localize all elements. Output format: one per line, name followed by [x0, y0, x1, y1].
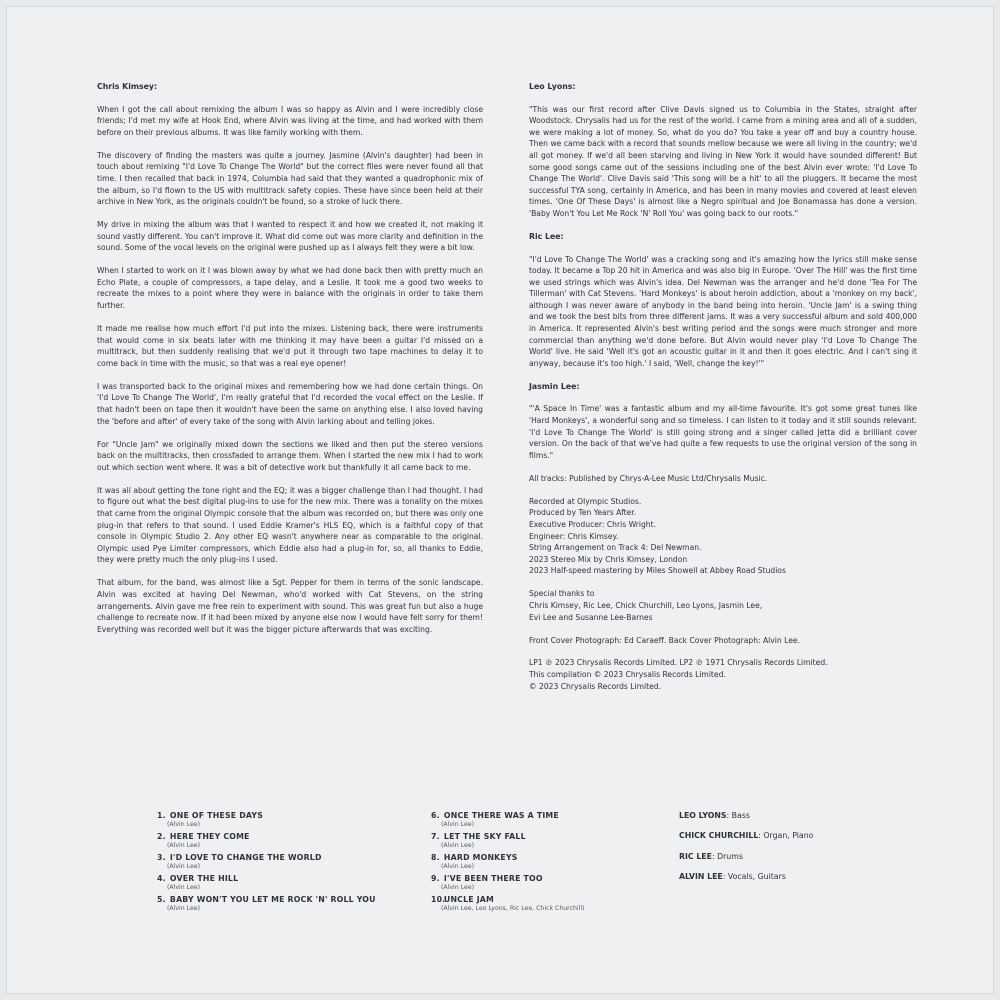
member-role: : Organ, Piano [758, 831, 814, 841]
tracklist-side-b [431, 811, 651, 916]
personnel-item [679, 852, 899, 862]
track-item [431, 832, 651, 850]
track-title: OVER THE HILL [169, 874, 239, 883]
track-item [431, 811, 651, 829]
jasmin-lee-heading: Jasmin Lee: [529, 381, 580, 391]
band-personnel [679, 811, 899, 893]
track-title: UNCLE JAM [443, 895, 495, 904]
track-title: HERE THEY COME [169, 832, 250, 841]
special-thanks [529, 588, 917, 623]
copyright-notice [529, 657, 917, 692]
notes-paragraph: My drive in mixing the album was that I wanted to respect it and how we created it, not making it sound vastly different. You can't improve it. What did come out was more clarity and definition in the sound. Some of the vocal levels on the original were pushed up as I always felt they were a bit low. [97, 220, 483, 253]
track-title: LET THE SKY FALL [443, 832, 526, 841]
band-notes-and-credits [529, 81, 917, 704]
track-writer: (Alvin Lee) [167, 863, 201, 870]
track-writer: (Alvin Lee) [167, 842, 201, 849]
personnel-item [679, 831, 899, 841]
member-name: RIC LEE [679, 851, 712, 861]
track-number: 2. [157, 832, 166, 841]
ric-lee-quote: "I'd Love To Change The World' was a cracking song and it's amazing how the lyrics still make sense today. It became a Top 20 hit in America and was also big in Europe. 'Over The Hill' was the first time we used strings which was Alvin's idea. Del Newman was the arranger and he'd done 'Tea For The Tillerman' with Cat Stevens. 'Hard Monkeys' is about heroin addiction, about a 'monkey on my back', although I was never aware of anybody in the band being into heroin. 'Uncle Jam' is a swing thing and we took the best bits from three different jams. It was a very successful album and sold 400,000 in America. It represented Alvin's best writing period and the songs were much stronger and more commercial than anything we'd done before. But Alvin would never play 'I'd Love To Change The World' live. He said 'Well it's got an acoustic guitar in it and then it goes electric. And I can't sing it anyway, because it's too high.' I said, 'Well, change the key!'" [529, 254, 917, 368]
photo-credits: Front Cover Photograph: Ed Caraeff. Back Cover Photograph: Alvin Lee. [529, 635, 800, 645]
track-item [431, 874, 651, 892]
chris-kimsey-notes [97, 81, 483, 647]
track-title: ONE OF THESE DAYS [169, 811, 264, 820]
chris-kimsey-heading: Chris Kimsey: [97, 82, 158, 91]
thanks-line: Chris Kimsey, Ric Lee, Chick Churchill, Leo Lyons, Jasmin Lee, [529, 600, 763, 610]
publishing-credit: All tracks: Published by Chrys-A-Lee Music Ltd/Chrysalis Music. [529, 473, 768, 483]
credit-line: Engineer: Chris Kimsey. [529, 531, 619, 541]
thanks-line: Evi Lee and Susanne Lee-Barnes [529, 612, 653, 622]
track-number: 6. [431, 811, 440, 820]
track-writer: (Alvin Lee) [167, 821, 201, 828]
record-insert-sheet [6, 6, 994, 994]
track-number: 1. [157, 811, 166, 820]
recording-credits [529, 496, 917, 577]
personnel-item [679, 872, 899, 882]
notes-paragraph: It was all about getting the tone right and the EQ; it was a bigger challenge than I had thought. I had to figure out what the best digital plug-ins to use for the new mix. There was a tonality on the mixes that came from the original Olympic console that the album was recorded on, but there was only one plug-in that refers to that sound. I used Eddie Kramer's HLS EQ, which is a faithful copy of that console in Olympic Studio 2. Any other EQ wasn't anywhere near as comparable to the original. Olympic used Pye Limiter compressors, which Eddie also had a plug-in for, so, all thanks to Eddie, they were pretty much the only plug-ins I used. [97, 485, 483, 565]
member-role: : Vocals, Guitars [722, 872, 786, 882]
credit-line: 2023 Half-speed mastering by Miles Showell at Abbey Road Studios [529, 566, 786, 576]
copyright-line: © 2023 Chrysalis Records Limited. [529, 681, 662, 691]
member-name: LEO LYONS [679, 811, 727, 820]
track-title: ONCE THERE WAS A TIME [443, 811, 559, 820]
notes-paragraph: The discovery of finding the masters was quite a journey. Jasmine (Alvin's daughter) had been in touch about remixing "I'd Love To Change The World" but the correct files were never found all that time. I then recalled that back in 1974, Columbia had said that they wanted a quadrophonic mix of the album, so I'd flown to the US with multitrack safety copies. These have since been held at their archive in New York, as the originals couldn't be found, so a stroke of luck there. [97, 150, 483, 207]
track-item [431, 853, 651, 871]
notes-paragraph: I was transported back to the original mixes and remembering how we had done certain things. On 'I'd Love To Change The World', I'm really grateful that I'd recorded the vocal effect on the Leslie. If that hadn't been on tape then it wouldn't have been the same on anything else. I also loved having the 'before and after' of every take of the song with Alvin larking about and telling jokes. [97, 381, 483, 426]
copyright-line: LP1 ℗ 2023 Chrysalis Records Limited. LP2 ℗ 1971 Chrysalis Records Limited. [529, 658, 828, 668]
member-role: : Drums [711, 851, 743, 861]
track-item [157, 811, 417, 829]
track-number: 4. [157, 874, 166, 883]
notes-paragraph: When I got the call about remixing the album I was so happy as Alvin and I were incredibly close friends; I'd met my wife at Hook End, where Alvin was living at the time, and had worked with them before on their previous albums. It was like family working with them. [97, 104, 483, 137]
track-writer: (Alvin Lee, Leo Lyons, Ric Lee, Chick Churchill) [441, 905, 585, 912]
thanks-line: Special thanks to [529, 589, 595, 599]
member-name: ALVIN LEE [679, 872, 723, 882]
track-item [157, 895, 417, 913]
track-writer: (Alvin Lee) [441, 884, 475, 891]
notes-paragraph: It made me realise how much effort I'd put into the mixes. Listening back, there were instruments that would come in six beats later with me thinking it may have been a guitar I'd missed on a multitrack, but then suddenly realising that we'd put it through two tape machines to delay it to come back in time with the music, so that was a real eye opener! [97, 324, 483, 368]
notes-paragraph: That album, for the band, was almost like a Sgt. Pepper for them in terms of the sonic landscape. Alvin was excited at having Del Newman, who'd worked with Cat Stevens, on the string arrangements. Alvin gave me free rein to experiment with sound. This was great fun but also a huge challenge to recreate now. If it had been mixed by anyone else now I would have felt sorry for them! Everything was recorded well but it was the bigger picture afterwards that was exciting. [97, 578, 483, 634]
leo-lyons-quote: "This was our first record after Clive Davis signed us to Columbia in the States, straight after Woodstock. Chrysalis had us for the rest of the world. I came from a mining area and all of a sudden, we were making a lot of money. So, what do you do? You take a year off and buy a country house. Then we came back with a record that sounds mellow because we were all living in the country; we'd all got money. If we'd all been starving and living in New York it would have sounded different! But some good songs came out of the sessions including one of the best Alvin ever wrote: 'I'd Love To Change The World'. Clive Davis said 'This song will be a hit' to all the pluggers. It became the most successful TYA song, certainly in America, and has been in many movies and covered at least eleven times. 'One Of These Days' is almost like a Negro spiritual and Joe Bonamassa has done a version. 'Baby Won't You Let Me Rock 'N' Roll You' was going back to our roots." [529, 104, 917, 218]
member-name: CHICK CHURCHILL [679, 831, 759, 841]
track-number: 9. [431, 874, 440, 883]
track-number: 8. [431, 853, 440, 862]
track-writer: (Alvin Lee) [441, 863, 475, 870]
credit-line: Produced by Ten Years After. [529, 508, 637, 518]
track-title: BABY WON'T YOU LET ME ROCK 'N' ROLL YOU [169, 895, 376, 904]
notes-paragraph: For "Uncle Jam" we originally mixed down the sections we liked and then put the stereo versions back on the multitracks, then crossfaded to arrange them. When I started the new mix I had to work out which section went where. It was a bit of detective work but thankfully it all came back to me. [97, 439, 483, 472]
personnel-item [679, 811, 899, 821]
track-number: 7. [431, 832, 440, 841]
tracklist-side-a [157, 811, 417, 916]
credit-line: Recorded at Olympic Studios. [529, 496, 642, 506]
leo-lyons-heading: Leo Lyons: [529, 82, 576, 91]
credit-line: String Arrangement on Track 4: Del Newman. [529, 543, 702, 553]
track-title: I'VE BEEN THERE TOO [443, 874, 543, 883]
track-writer: (Alvin Lee) [167, 884, 201, 891]
credit-line: Executive Producer: Chris Wright. [529, 519, 657, 529]
track-writer: (Alvin Lee) [441, 842, 475, 849]
jasmin-lee-quote: "'A Space In Time' was a fantastic album and my all-time favourite. It's got some great tunes like 'Hard Monkeys', a wonderful song and so timeless. I can listen to it today and it still sounds relevant. 'I'd Love To Change The World' is still going strong and a singer called Jetta did a brilliant cover version. On the back of that we've had quite a few requests to use the original version of the song in films." [529, 404, 917, 460]
notes-paragraph: When I started to work on it I was blown away by what we had done back then with pretty much an Echo Plate, a couple of compressors, a tape delay, and a Leslie. It took me a good two weeks to recreate the mixes to a point where they were in balance with the originals in order to take them further. [97, 266, 483, 311]
track-item [157, 853, 417, 871]
track-number: 3. [157, 853, 166, 862]
track-title: I'D LOVE TO CHANGE THE WORLD [169, 853, 322, 862]
track-number: 10. [431, 895, 446, 904]
track-writer: (Alvin Lee) [441, 821, 475, 828]
track-number: 5. [157, 895, 166, 904]
track-title: HARD MONKEYS [443, 853, 518, 862]
member-role: : Bass [726, 811, 750, 820]
copyright-line: This compilation © 2023 Chrysalis Records Limited. [529, 670, 726, 680]
track-writer: (Alvin Lee) [167, 905, 201, 912]
track-item [157, 874, 417, 892]
ric-lee-heading: Ric Lee: [529, 231, 564, 241]
credit-line: 2023 Stereo Mix by Chris Kimsey, London [529, 554, 688, 564]
track-item [431, 895, 651, 913]
track-item [157, 832, 417, 850]
